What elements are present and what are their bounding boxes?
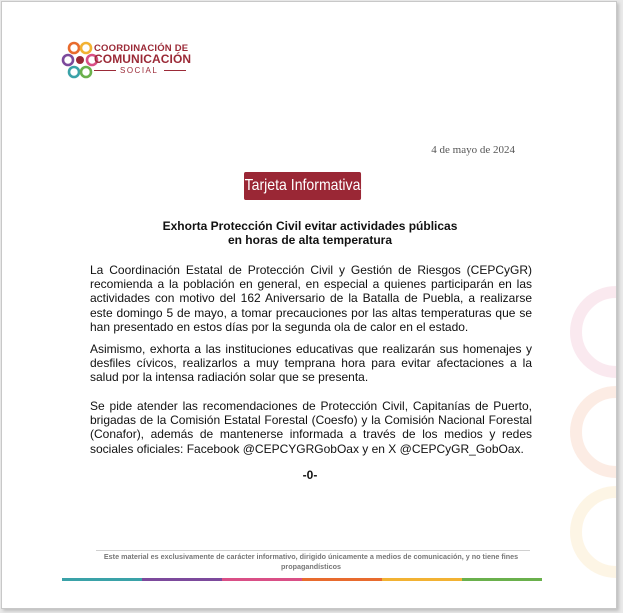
signoff-mark: -0- xyxy=(302,468,318,482)
headline-line-2: en horas de alta temperatura xyxy=(227,233,393,247)
logo-line-1: COORDINACIÓN DE xyxy=(94,43,189,54)
color-strip xyxy=(62,578,542,581)
footer-disclaimer: Este material es exclusivamente de carácter informativo, dirigido únicamente a medios de comunicación, y no tiene fines propagandísticos xyxy=(103,552,519,571)
logo-wordmark xyxy=(94,43,191,76)
body-paragraph: La Coordinación Estatal de Protección Civil y Gestión de Riesgos (CEPCyGR) recomienda a la población en general, en especial a quienes participarán en las actividades con motivo del 162 Aniversario de la Batalla de Puebla, a realizarse este domingo 5 de mayo, a tomar precauciones por las altas temperaturas que se han presentado en estos días por la segunda ola de calor en el estado. xyxy=(90,263,532,334)
document-date: 4 de mayo de 2024 xyxy=(431,144,515,156)
body-paragraph: Se pide atender las recomendaciones de Protección Civil, Capitanías de Puerto, brigadas de la Comisión Estatal Forestal (Coesfo) y la Comisión Nacional Forestal (Conafor), además de mantenerse informada a través de los medios y redes sociales oficiales: Facebook @CEPCYGRGobOax y en X @CEPCyGR_GobOax. xyxy=(90,399,532,456)
strip-segment xyxy=(462,578,542,581)
strip-segment xyxy=(222,578,302,581)
strip-segment xyxy=(142,578,222,581)
strip-segment xyxy=(62,578,142,581)
headline xyxy=(82,219,538,247)
strip-segment xyxy=(382,578,462,581)
footer-divider xyxy=(96,550,530,551)
body-paragraph: Asimismo, exhorta a las instituciones educativas que realizarán sus homenajes y desfiles cívicos, realizarlos a muy temprana hora para evitar afectaciones a la salud por la intensa radiación solar que se presenta. xyxy=(90,342,532,385)
headline-line-1: Exhorta Protección Civil evitar actividades públicas xyxy=(162,219,458,233)
logo-line-2: COMUNICACIÓN xyxy=(94,52,192,66)
strip-segment xyxy=(302,578,382,581)
document-page xyxy=(1,1,617,609)
logo-line-3: SOCIAL xyxy=(94,65,191,76)
document-type-badge: Tarjeta Informativa xyxy=(244,172,361,200)
